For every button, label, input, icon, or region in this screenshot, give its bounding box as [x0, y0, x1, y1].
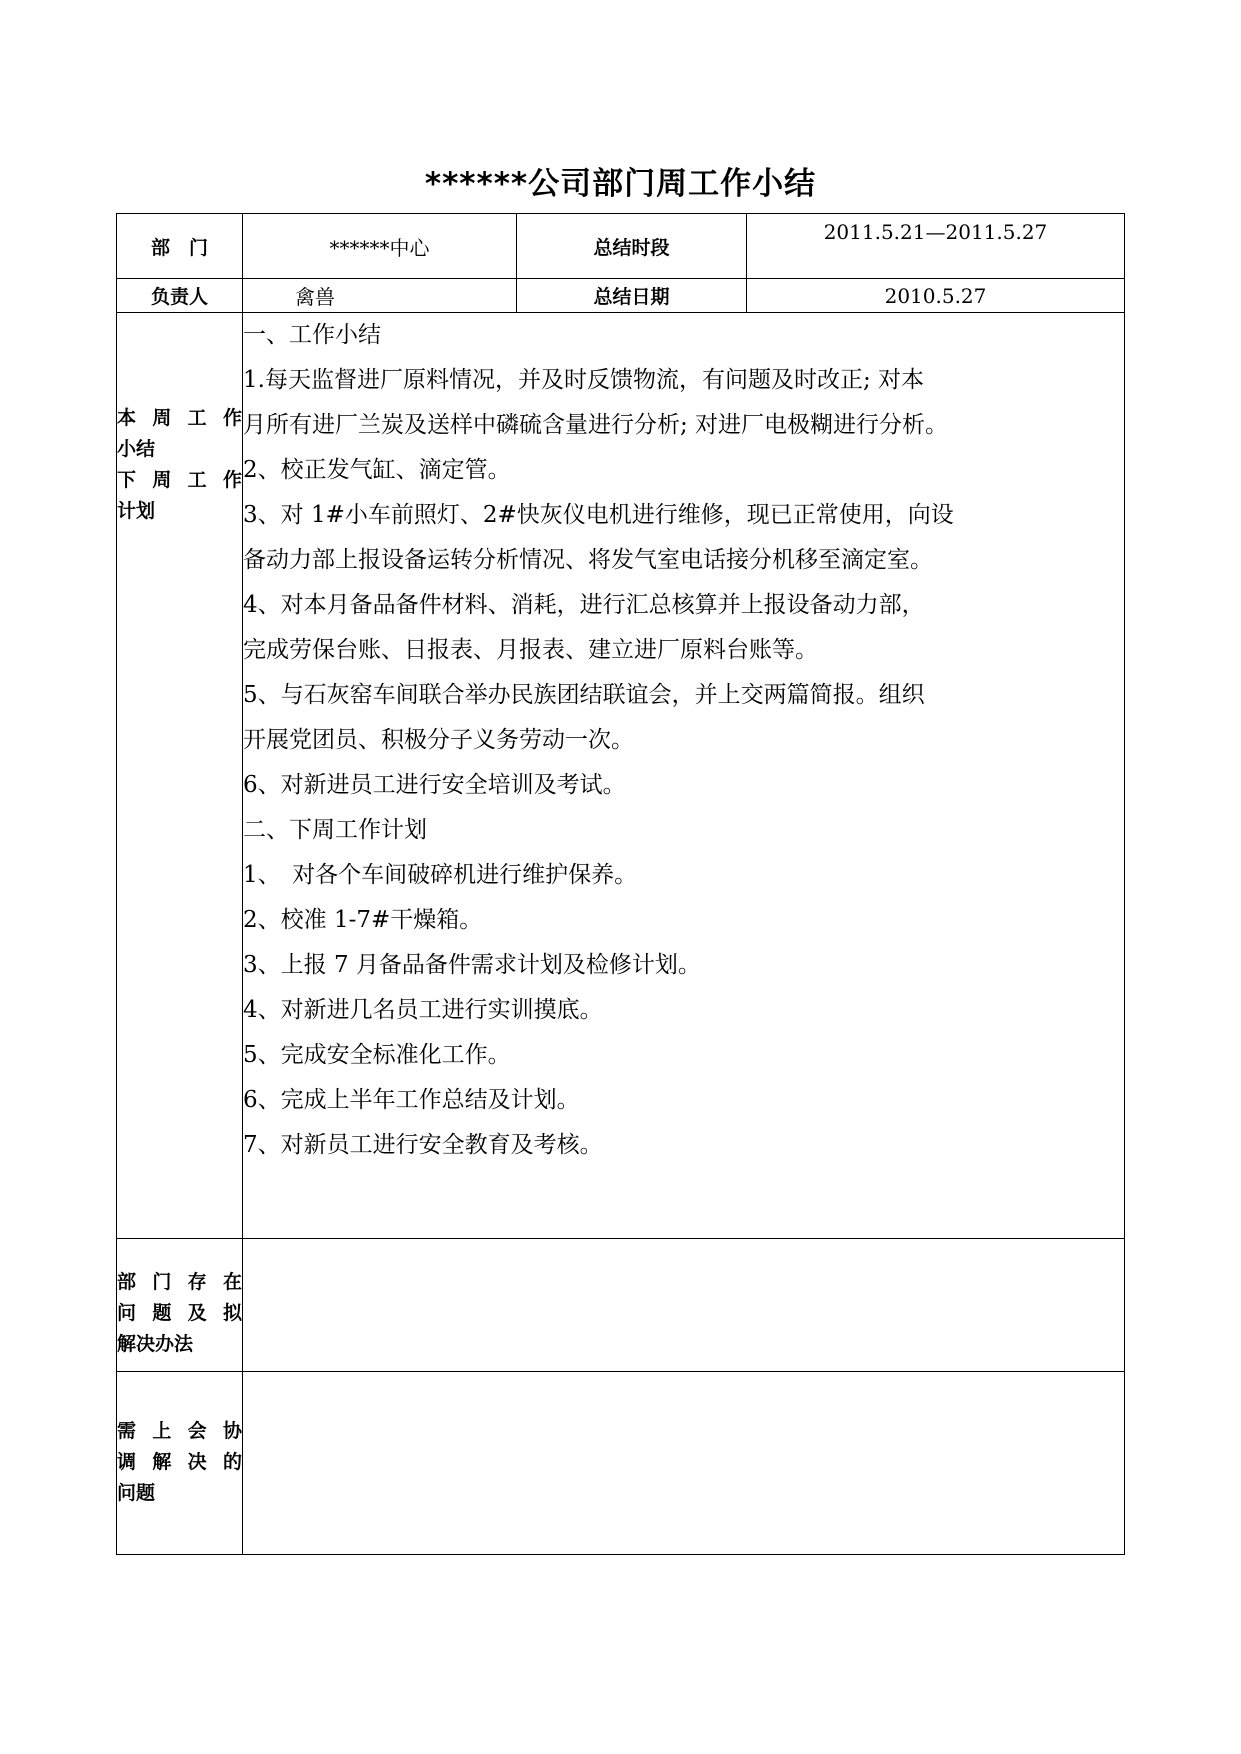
- problems-row: [117, 1239, 1125, 1372]
- period-label: 总结时段: [517, 214, 747, 279]
- work-summary-row: [117, 313, 1125, 1239]
- content-line: 1.每天监督进厂原料情况，并及时反馈物流，有问题及时改正; 对本: [243, 367, 925, 393]
- period-value: 2011.5.21—2011.5.27: [747, 214, 1125, 279]
- content-line: 月所有进厂兰炭及送样中磷硫含量进行分析; 对进厂电极糊进行分析。: [243, 412, 949, 438]
- content-line: 6、对新进员工进行安全培训及考试。: [243, 772, 626, 798]
- coordination-section-label: [117, 1372, 243, 1555]
- work-section-label: [117, 313, 243, 1239]
- content-line: 备动力部上报设备运转分析情况、将发气室电话接分机移至滴定室。: [243, 547, 933, 573]
- owner-value: 禽兽: [243, 279, 517, 313]
- coordination-row: [117, 1372, 1125, 1555]
- problems-label-line: 解决办法: [117, 1333, 194, 1355]
- content-line: 1、 对各个车间破碎机进行维护保养。: [243, 862, 638, 888]
- content-line: 4、对本月备品备件材料、消耗，进行汇总核算并上报设备动力部，: [243, 592, 925, 618]
- content-line: 一、工作小结: [243, 322, 381, 348]
- content-line: 2、校准 1-7#干燥箱。: [243, 907, 483, 933]
- coordination-section-content: [243, 1372, 1125, 1555]
- content-line: 3、上报 7 月备品备件需求计划及检修计划。: [243, 952, 701, 978]
- content-line: 二、下周工作计划: [243, 817, 427, 843]
- work-label-line: 本周工作: [117, 407, 242, 429]
- date-label: 总结日期: [517, 279, 747, 313]
- header-row-2: [117, 279, 1125, 313]
- content-line: 5、完成安全标准化工作。: [243, 1042, 511, 1068]
- problems-label-line: 问题及拟: [117, 1302, 242, 1324]
- work-section-content: [243, 313, 1125, 1239]
- work-label-line: 小结: [117, 438, 156, 460]
- content-line: 6、完成上半年工作总结及计划。: [243, 1087, 580, 1113]
- coordination-label-line: 调解决的: [117, 1451, 242, 1473]
- owner-label: 负责人: [117, 279, 243, 313]
- summary-form-table: [116, 213, 1125, 1555]
- dept-label: 部 门: [117, 214, 243, 279]
- content-line: 开展党团员、积极分子义务劳动一次。: [243, 727, 634, 753]
- content-line: 完成劳保台账、日报表、月报表、建立进厂原料台账等。: [243, 637, 818, 663]
- coordination-label-line: 问题: [117, 1482, 156, 1504]
- coordination-label-line: 需上会协: [117, 1420, 242, 1442]
- content-line: 5、与石灰窑车间联合举办民族团结联谊会，并上交两篇简报。组织: [243, 682, 925, 708]
- content-line: 4、对新进几名员工进行实训摸底。: [243, 997, 603, 1023]
- problems-section-label: [117, 1239, 243, 1372]
- date-value: 2010.5.27: [747, 279, 1125, 313]
- header-row-1: [117, 214, 1125, 279]
- problems-label-line: 部门存在: [117, 1271, 242, 1293]
- problems-section-content: [243, 1239, 1125, 1372]
- page-title: ******公司部门周工作小结: [424, 166, 817, 202]
- work-label-line: 计划: [117, 500, 156, 522]
- content-line: 7、对新员工进行安全教育及考核。: [243, 1132, 603, 1158]
- dept-value: ******中心: [243, 214, 517, 279]
- work-label-line: 下周工作: [117, 469, 242, 491]
- content-line: 2、校正发气缸、滴定管。: [243, 457, 511, 483]
- content-line: 3、对 1#小车前照灯、2#快灰仪电机进行维修，现已正常使用，向设: [243, 502, 954, 528]
